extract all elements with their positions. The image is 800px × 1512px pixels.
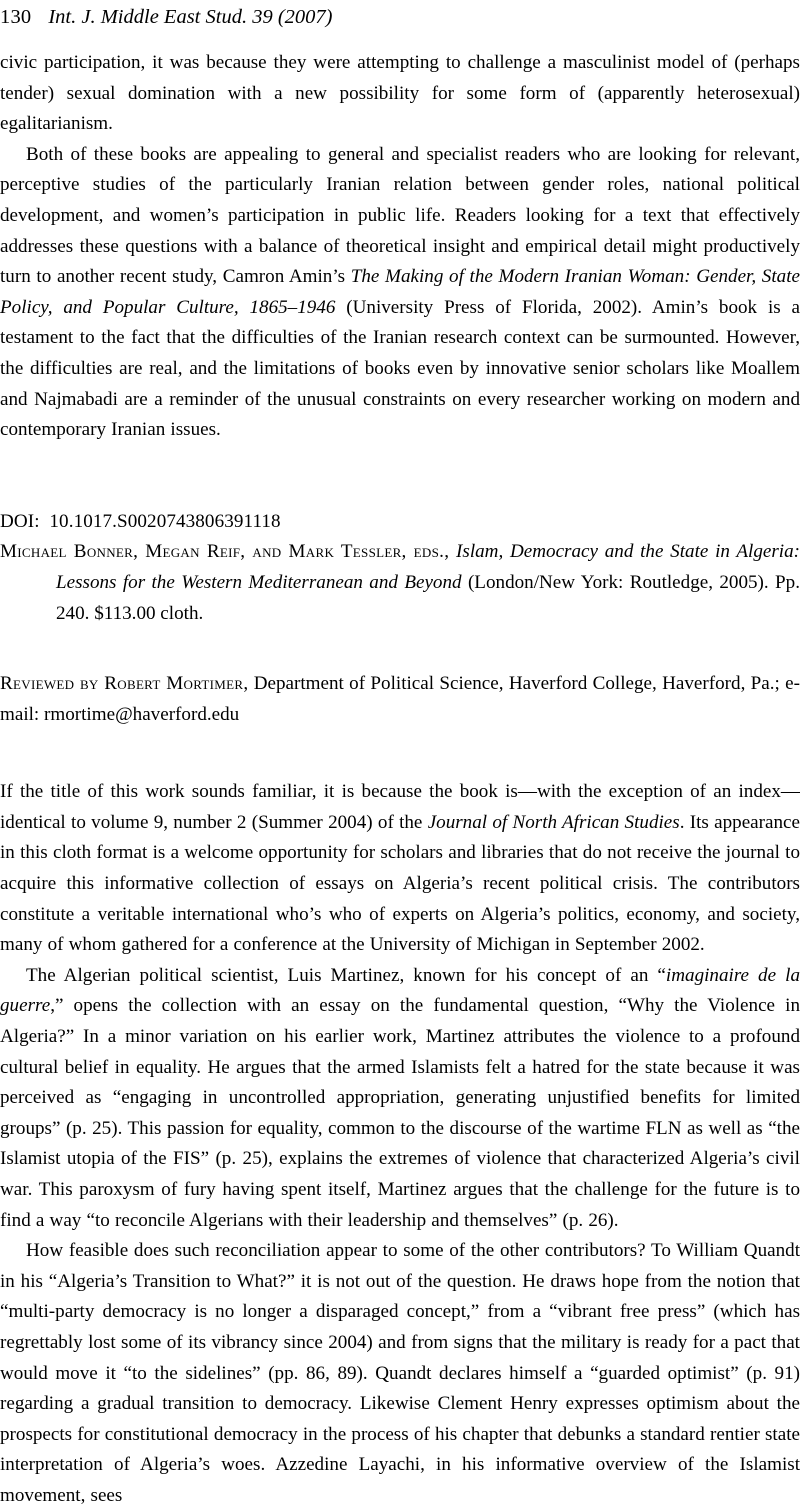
- review-text: How feasible does such reconciliation appear to some of the other contributors? To William Quandt in his “Algeria’s Transition to What?” it is not out of the question. He draws hope from the notion that “multi-party democracy is no longer a disparaged concept,” from a “vibrant free press” (which has regrettably lost some of its vibrancy since 2004) and from signs that the military is ready for a pact that would move it “to the sidelines” (pp. 86, 89). Quandt declares himself a “guarded optimist” (p. 91) regarding a gradual transition to democracy. Likewise Clement Henry expresses optimism about the prospects for constitutional democracy in the process of his chapter that debunks a standard rentier state interpretation of Algeria’s woes. Azzedine Layachi, in his informative overview of the Islamist movement, sees: [0, 1240, 800, 1506]
- book-title-making-of-modern-iranian-woman: The Making of the Modern Iranian Woman: Gender, State Policy, and Popular Culture, 1865–1946: [0, 266, 800, 318]
- reviewer-line: [0, 669, 800, 730]
- citation-book-title: Islam, Democracy and the State in Algeria: Lessons for the Western Mediterranean and Beyond: [56, 541, 800, 593]
- spacer-before-review-body: [0, 730, 800, 777]
- spacer-before-reviewer: [0, 629, 800, 669]
- section-gap: [0, 446, 800, 507]
- paragraph-text-part-a: Both of these books are appealing to general and specialist readers who are looking for relevant, perceptive studies of the particularly Iranian relation between gender roles, national political development, and women’s participation in public life. Readers looking for a text that effectively addresses these questions with a balance of theoretical insight and empirical detail might productively turn to another recent study, Camron Amin’s: [0, 143, 800, 288]
- text-column: [0, 48, 800, 1512]
- paragraph-both-of-these-books: [0, 140, 800, 446]
- paragraph-text: civic participation, it was because they were attempting to challenge a masculinist model of (perhaps tender) sexual domination with a new possibility for some form of (apparently heterosexual) egalitarianism.: [0, 52, 800, 135]
- reviewer-affiliation: Department of Political Science, Haverford College, Haverford, Pa.; e-mail: rmortime@haverford.edu: [0, 673, 800, 725]
- paragraph-text-part-b: (University Press of Florida, 2002). Amin’s book is a testament to the fact that the difficulties of the Iranian research context can be surmounted. However, the difficulties are real, and the limitations of books even by innovative senior scholars like Moallem and Najmabadi are a reminder of the unusual constraints on every researcher working on modern and contemporary Iranian issues.: [0, 296, 800, 441]
- review-text-part-a: If the title of this work sounds familiar, it is because the book is—with the exception of an index—identical to volume 9, number 2 (Summer 2004) of the: [0, 781, 800, 833]
- review-text-part-b: ,” opens the collection with an essay on the fundamental question, “Why the Violence in Algeria?” In a minor variation on his earlier work, Martinez attributes the violence to a profound cultural belief in equality. He argues that the armed Islamists felt a hatred for the state because it was perceived as “engaging in uncontrolled appropriation, generating unjustified benefits for limited groups” (p. 25). This passion for equality, common to the discourse of the wartime FLN as well as “the Islamist utopia of the FIS” (p. 25), explains the extremes of violence that characterized Algeria’s civil war. This paroxysm of fury having spent itself, Martinez argues that the challenge for the future is to find a way “to reconcile Algerians with their leadership and themselves” (p. 26).: [0, 995, 800, 1231]
- citation-imprint: (London/New York: Routledge, 2005). Pp. 240. $113.00 cloth.: [56, 571, 800, 624]
- doi-line: [0, 507, 800, 538]
- reviewer-name: Reviewed by Robert Mortimer,: [0, 673, 249, 695]
- review-text-part-a: The Algerian political scientist, Luis Martinez, known for his concept of an “: [26, 964, 666, 986]
- page-folio-number: 130: [0, 6, 32, 28]
- doi-value: 10.1017.S0020743806391118: [49, 510, 281, 532]
- journal-title-north-african-studies: Journal of North African Studies: [427, 811, 680, 833]
- paragraph-continuation: [0, 48, 800, 140]
- citation-authors: Michael Bonner, Megan Reif, and Mark Tessler, eds.,: [0, 541, 450, 563]
- doi-label: DOI:: [0, 510, 40, 532]
- review-text-part-b: . Its appearance in this cloth format is a welcome opportunity for scholars and libraries that do not receive the journal to acquire this informative collection of essays on Algeria’s recent political crisis. The contributors constitute a veritable international who’s who of experts on Algeria’s politics, economy, and society, many of whom gathered for a conference at the University of Michigan in September 2002.: [0, 811, 800, 956]
- french-phrase-imaginaire-de-la-guerre: imaginaire de la guerre: [0, 964, 800, 1017]
- review-paragraph-1: [0, 777, 800, 961]
- journal-title: Int. J. Middle East Stud. 39 (2007): [48, 6, 333, 28]
- review-paragraph-3: [0, 1236, 800, 1511]
- book-citation: [0, 537, 800, 629]
- running-head: [0, 4, 800, 30]
- review-paragraph-2: [0, 961, 800, 1236]
